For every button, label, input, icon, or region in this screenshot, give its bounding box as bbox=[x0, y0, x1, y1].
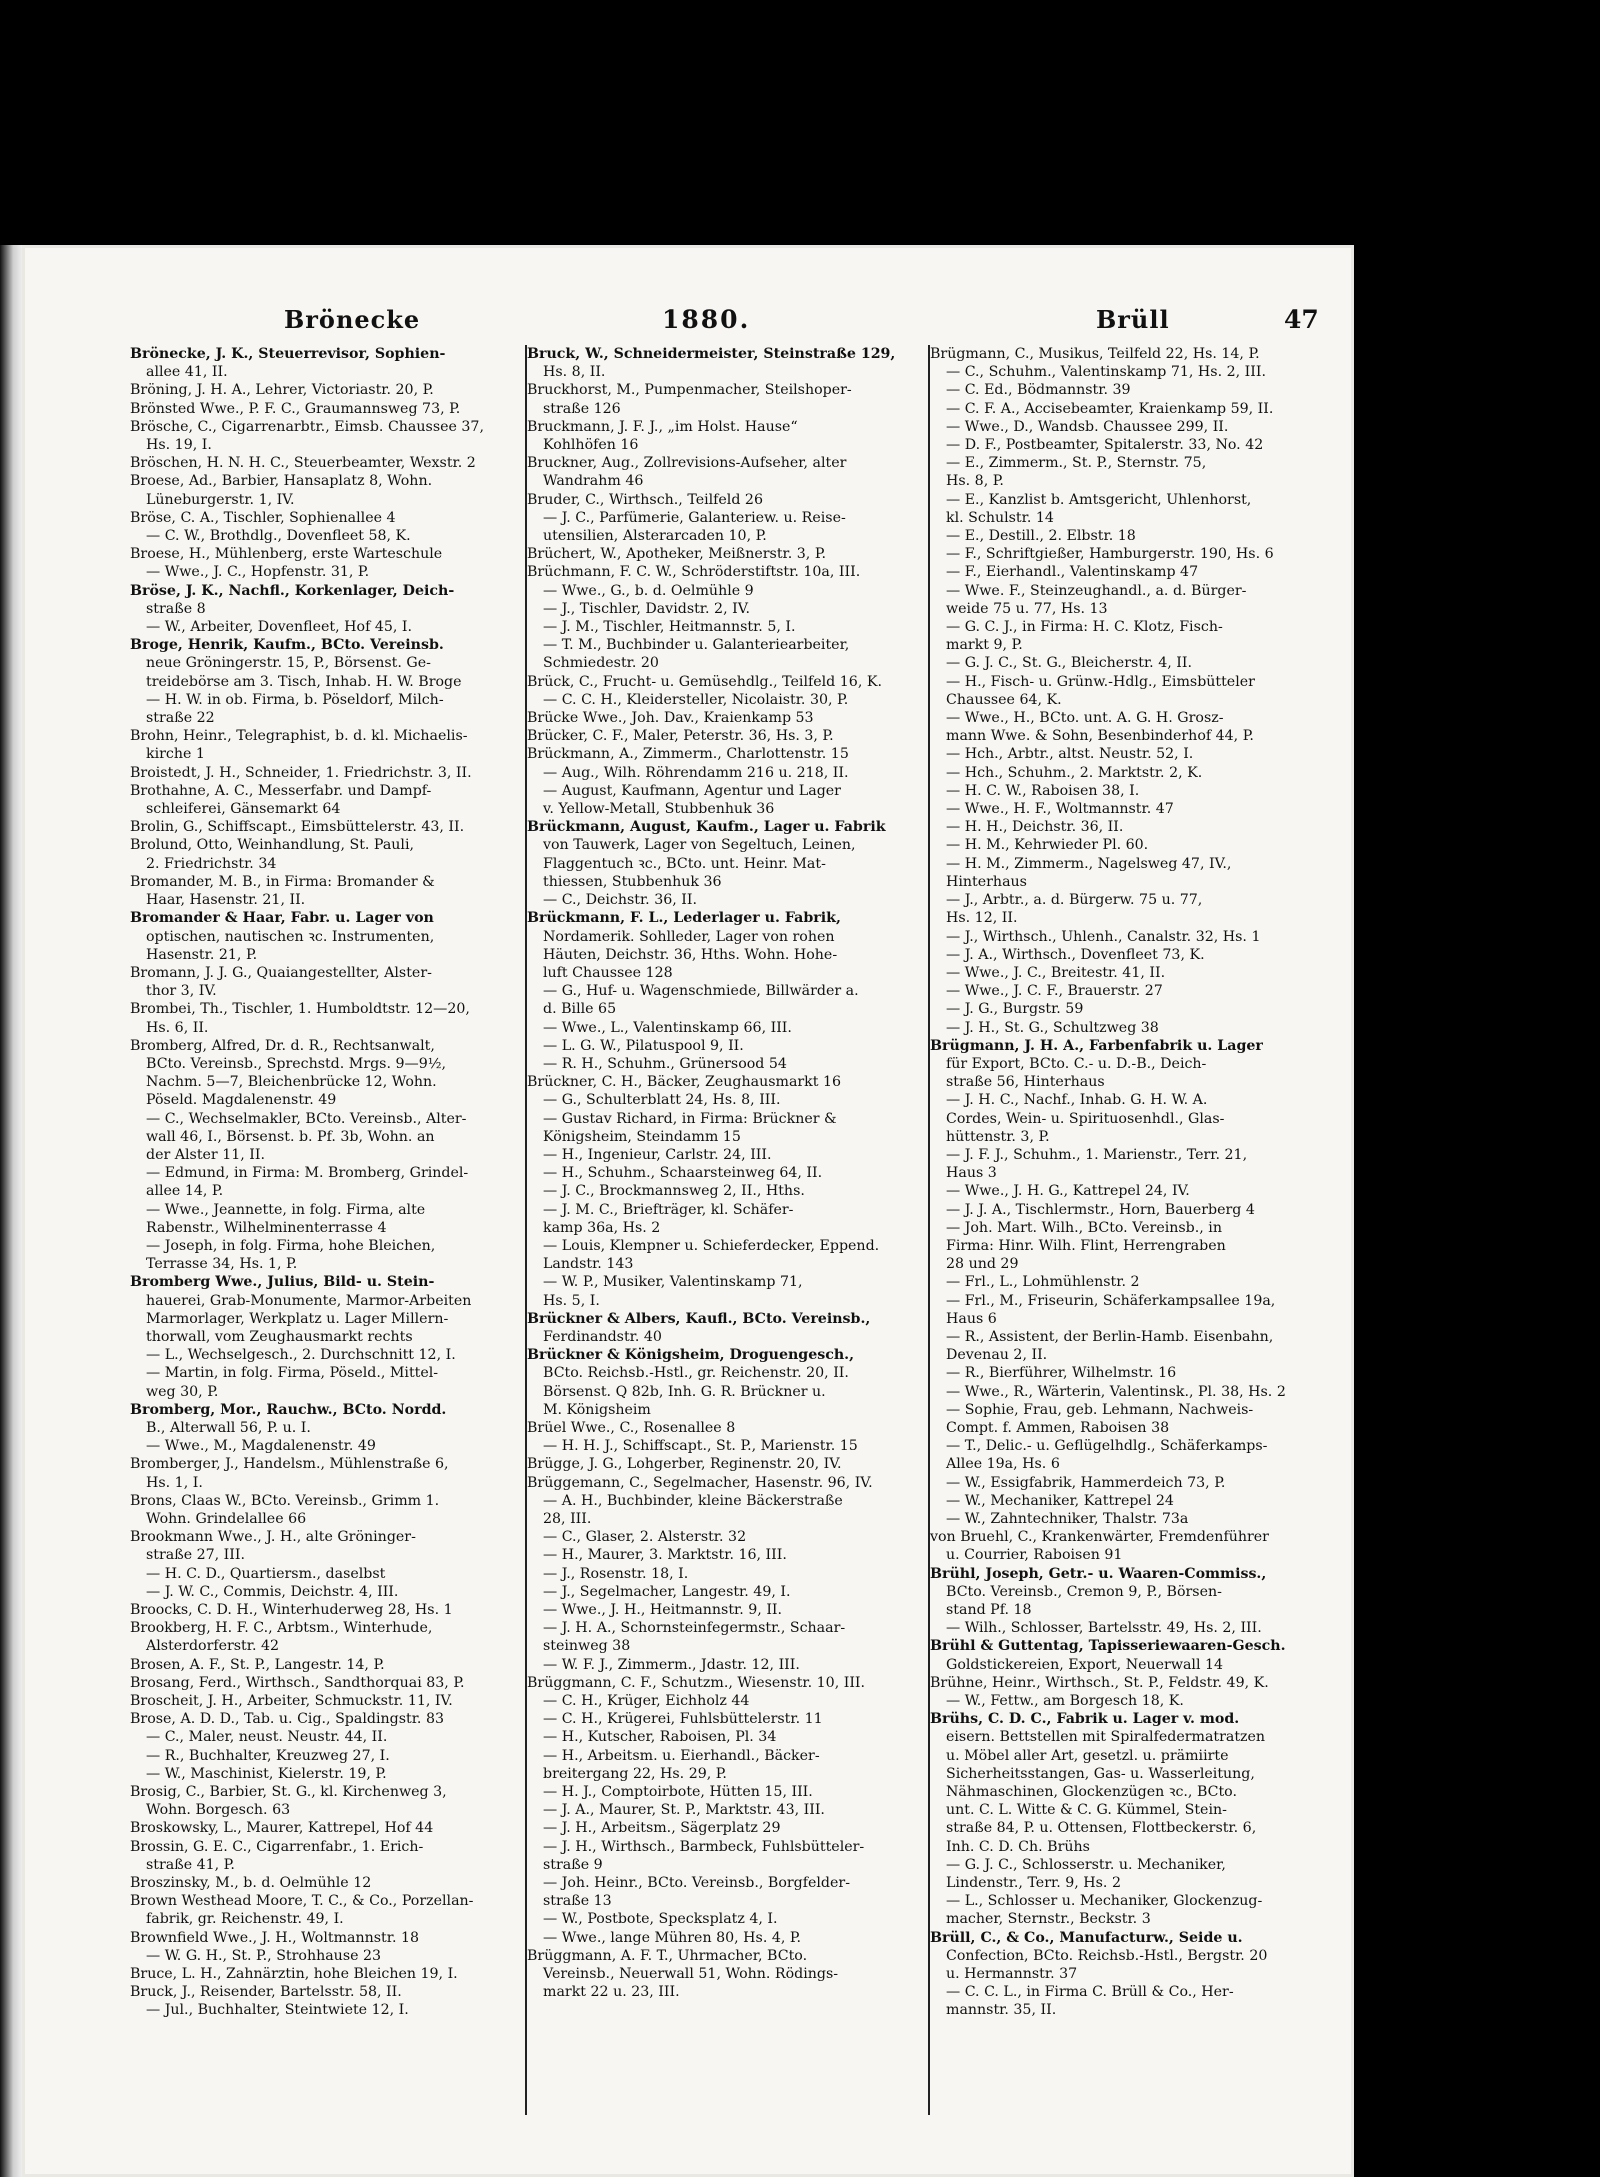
directory-entry-line: straße 56, Hinterhaus bbox=[946, 1074, 1105, 1091]
directory-entry-line: Brückmann, F. L., Lederlager u. Fabrik, bbox=[527, 910, 841, 927]
directory-entry-line: — J. J. A., Tischlermstr., Horn, Bauerberg 4 bbox=[946, 1201, 1255, 1218]
directory-entry-line: Brown Westhead Moore, T. C., & Co., Porzellan- bbox=[130, 1893, 474, 1910]
directory-entry-line: — C. W., Brothdlg., Dovenfleet 58, K. bbox=[146, 528, 411, 545]
directory-entry-line: Brookberg, H. F. C., Arbtsm., Winterhude, bbox=[130, 1620, 433, 1637]
directory-entry-line: — H., Arbeitsm. u. Eierhandl., Bäcker- bbox=[543, 1747, 820, 1764]
directory-entry-line: Alsterdorferstr. 42 bbox=[146, 1638, 280, 1655]
page-edge-shadow bbox=[0, 245, 22, 2177]
directory-entry-line: — E., Zimmerm., St. P., Sternstr. 75, bbox=[946, 455, 1207, 472]
directory-entry-line: — H. M., Kehrwieder Pl. 60. bbox=[946, 837, 1149, 854]
directory-entry-line: thiessen, Stubbenhuk 36 bbox=[543, 873, 722, 890]
directory-entry-line: — T., Delic.- u. Geflügelhdlg., Schäferkamps- bbox=[946, 1438, 1268, 1455]
directory-entry-line: — H., Kutscher, Raboisen, Pl. 34 bbox=[543, 1729, 777, 1746]
directory-entry-line: Brösche, C., Cigarrenarbtr., Eimsb. Chaussee 37, bbox=[130, 418, 484, 435]
directory-entry-line: Goldstickereien, Export, Neuerwall 14 bbox=[946, 1656, 1224, 1673]
directory-entry-line: — Wwe., H. F., Woltmannstr. 47 bbox=[946, 801, 1174, 818]
directory-entry-line: Hs. 1, I. bbox=[146, 1474, 203, 1491]
directory-entry-line: weide 75 u. 77, Hs. 13 bbox=[946, 600, 1108, 617]
directory-entry-line: steinweg 38 bbox=[543, 1638, 631, 1655]
directory-entry-line: — Gustav Richard, in Firma: Brückner & bbox=[543, 1110, 837, 1127]
directory-entry-line: — G. J. C., St. G., Bleicherstr. 4, II. bbox=[946, 655, 1192, 672]
directory-entry-line: — J. F. J., Schuhm., 1. Marienstr., Terr. 21, bbox=[946, 1146, 1248, 1163]
directory-entry-line: Vereinsb., Neuerwall 51, Wohn. Rödings- bbox=[543, 1966, 839, 1983]
directory-entry-line: — C., Maler, neust. Neustr. 44, II. bbox=[146, 1729, 388, 1746]
directory-entry-line: Broszinsky, M., b. d. Oelmühle 12 bbox=[130, 1875, 372, 1892]
directory-entry-line: — W. F. J., Zimmerm., Jdastr. 12, III. bbox=[543, 1656, 800, 1673]
directory-entry-line: — L. G. W., Pilatuspool 9, II. bbox=[543, 1037, 744, 1054]
directory-entry-line: — Wilh., Schlosser, Bartelsstr. 49, Hs. 2, III. bbox=[946, 1620, 1262, 1637]
directory-entry-line: kl. Schulstr. 14 bbox=[946, 509, 1054, 526]
directory-entry-line: — W., Fettw., am Borgesch 18, K. bbox=[946, 1693, 1184, 1710]
directory-entry-line: Broese, Ad., Barbier, Hansaplatz 8, Wohn. bbox=[130, 473, 433, 490]
directory-entry-line: — Aug., Wilh. Röhrendamm 216 u. 218, II. bbox=[543, 764, 849, 781]
directory-entry-line: — C., Deichstr. 36, II. bbox=[543, 892, 697, 909]
directory-entry-line: luft Chaussee 128 bbox=[543, 964, 673, 981]
directory-entry-line: Brügmann, J. H. A., Farbenfabrik u. Lager bbox=[930, 1037, 1263, 1054]
directory-entry-line: Börsenst. Q 82b, Inh. G. R. Brückner u. bbox=[543, 1383, 826, 1400]
directory-entry-line: Broistedt, J. H., Schneider, 1. Friedrichstr. 3, II. bbox=[130, 764, 472, 781]
directory-entry-line: — H. J., Comptoirbote, Hütten 15, III. bbox=[543, 1784, 813, 1801]
directory-entry-line: Brückner, C. H., Bäcker, Zeughausmarkt 16 bbox=[527, 1074, 842, 1091]
directory-entry-line: — T. M., Buchbinder u. Galanteriearbeiter, bbox=[543, 637, 850, 654]
directory-entry-line: Brohn, Heinr., Telegraphist, b. d. kl. Michaelis- bbox=[130, 728, 468, 745]
directory-entry-line: — Wwe., J. H., Heitmannstr. 9, II. bbox=[543, 1602, 783, 1619]
directory-entry-line: — W., Zahntechniker, Thalstr. 73a bbox=[946, 1511, 1189, 1527]
directory-entry-line: neue Gröningerstr. 15, P., Börsenst. Ge- bbox=[146, 655, 431, 672]
directory-entry-line: — J. W. C., Commis, Deichstr. 4, III. bbox=[146, 1583, 399, 1600]
directory-entry-line: — H. H., Deichstr. 36, II. bbox=[946, 819, 1124, 836]
directory-entry-line: Brückner & Albers, Kaufl., BCto. Vereinsb., bbox=[527, 1310, 871, 1327]
directory-entry-line: straße 84, P. u. Ottensen, Flottbeckerstr. 6, bbox=[946, 1820, 1257, 1837]
directory-entry-line: — H., Maurer, 3. Marktstr. 16, III. bbox=[543, 1547, 787, 1564]
directory-entry-line: straße 22 bbox=[146, 710, 215, 727]
directory-entry-line: — C. C. L., in Firma C. Brüll & Co., Her- bbox=[946, 1984, 1234, 2001]
column-1 bbox=[130, 345, 536, 2020]
directory-entry-line: — H. H. J., Schiffscapt., St. P., Marienstr. 15 bbox=[543, 1438, 858, 1455]
directory-entry-line: Bruce, L. H., Zahnärztin, hohe Bleichen 19, I. bbox=[130, 1966, 458, 1983]
directory-entry-line: 2. Friedrichstr. 34 bbox=[146, 855, 277, 872]
directory-entry-line: Königsheim, Steindamm 15 bbox=[543, 1128, 741, 1145]
directory-entry-line: — W., Maschinist, Kielerstr. 19, P. bbox=[146, 1765, 387, 1782]
directory-entry-line: Wandrahm 46 bbox=[543, 473, 644, 490]
directory-entry-line: — C. H., Krügerei, Fuhlsbüttelerstr. 11 bbox=[543, 1711, 823, 1728]
directory-entry-line: Broge, Henrik, Kaufm., BCto. Vereinsb. bbox=[130, 637, 444, 654]
directory-entry-line: Bruder, C., Wirthsch., Teilfeld 26 bbox=[527, 491, 763, 508]
directory-entry-line: Brönecke, J. K., Steuerrevisor, Sophien- bbox=[130, 346, 446, 362]
directory-entry-line: Marmorlager, Werkplatz u. Lager Millern- bbox=[146, 1310, 449, 1327]
directory-entry-line: von Bruehl, C., Krankenwärter, Fremdenführer bbox=[930, 1529, 1269, 1546]
directory-entry-line: — J. G., Burgstr. 59 bbox=[946, 1001, 1084, 1018]
directory-entry-line: fabrik, gr. Reichenstr. 49, I. bbox=[146, 1911, 344, 1928]
directory-entry-line: — Sophie, Frau, geb. Lehmann, Nachweis- bbox=[946, 1401, 1254, 1418]
directory-entry-line: — J. M., Tischler, Heitmannstr. 5, I. bbox=[543, 619, 796, 636]
directory-entry-line: allee 41, II. bbox=[146, 364, 228, 381]
directory-entry-line: 28 und 29 bbox=[946, 1256, 1019, 1273]
directory-entry-line: straße 9 bbox=[543, 1856, 603, 1873]
directory-entry-line: Bromberger, J., Handelsm., Mühlenstraße 6, bbox=[130, 1456, 449, 1473]
directory-entry-line: Haus 3 bbox=[946, 1165, 997, 1182]
directory-entry-line: — C. Ed., Bödmannstr. 39 bbox=[946, 382, 1131, 399]
directory-entry-line: — H. M., Zimmerm., Nagelsweg 47, IV., bbox=[946, 855, 1232, 872]
directory-entry-line: — G., Schulterblatt 24, Hs. 8, III. bbox=[543, 1092, 781, 1109]
directory-entry-line: Brothahne, A. C., Messerfabr. und Dampf- bbox=[130, 782, 432, 799]
directory-entry-line: — Wwe., J. C., Hopfenstr. 31, P. bbox=[146, 564, 370, 581]
directory-entry-line: — C., Schuhm., Valentinskamp 71, Hs. 2, III. bbox=[946, 364, 1266, 381]
directory-entry-line: Brüll, C., & Co., Manufacturw., Seide u. bbox=[930, 1929, 1243, 1946]
directory-entry-line: Wohn. Borgesch. 63 bbox=[146, 1802, 291, 1819]
directory-entry-line: — J., Arbtr., a. d. Bürgerw. 75 u. 77, bbox=[946, 892, 1203, 909]
directory-entry-line: u. Courrier, Raboisen 91 bbox=[946, 1547, 1123, 1564]
directory-entry-line: utensilien, Alsterarcaden 10, P. bbox=[543, 528, 767, 545]
directory-entry-line: Brüggmann, C. F., Schutzm., Wiesenstr. 10, III. bbox=[527, 1674, 866, 1691]
directory-entry-line: Brüchmann, F. C. W., Schröderstiftstr. 10a, III. bbox=[527, 564, 861, 581]
directory-entry-line: Hs. 8, II. bbox=[543, 364, 606, 381]
directory-entry-line: mann Wwe. & Sohn, Besenbinderhof 44, P. bbox=[946, 728, 1254, 745]
directory-entry-line: — J. M. C., Briefträger, kl. Schäfer- bbox=[543, 1201, 794, 1218]
directory-entry-line: straße 8 bbox=[146, 600, 206, 617]
directory-entry-line: Brons, Claas W., BCto. Vereinsb., Grimm 1. bbox=[130, 1492, 440, 1509]
directory-entry-line: mannstr. 35, II. bbox=[946, 2002, 1057, 2019]
directory-entry-line: — Wwe., J. C., Breitestr. 41, II. bbox=[946, 964, 1166, 981]
directory-entry-line: — A. H., Buchbinder, kleine Bäckerstraße bbox=[543, 1492, 843, 1509]
directory-entry-line: — L., Wechselgesch., 2. Durchschnitt 12, I. bbox=[146, 1347, 456, 1364]
header-first-entry: Brönecke bbox=[284, 305, 421, 334]
directory-entry-line: wall 46, I., Börsenst. b. Pf. 3b, Wohn. an bbox=[146, 1128, 435, 1145]
directory-entry-line: — J., Rosenstr. 18, I. bbox=[543, 1565, 689, 1582]
directory-entry-line: Broscheit, J. H., Arbeiter, Schmuckstr. 11, IV. bbox=[130, 1693, 453, 1710]
directory-entry-line: — J. A., Maurer, St. P., Marktstr. 43, III. bbox=[543, 1802, 825, 1819]
directory-entry-line: — E., Destill., 2. Elbstr. 18 bbox=[946, 528, 1136, 545]
directory-entry-line: Bruckhorst, M., Pumpenmacher, Steilshoper- bbox=[527, 382, 852, 399]
directory-entry-line: — J. H. A., Schornsteinfegermstr., Schaar- bbox=[543, 1620, 846, 1637]
directory-entry-line: Bröschen, H. N. H. C., Steuerbeamter, Wexstr. 2 bbox=[130, 455, 476, 472]
directory-entry-line: — H. C. W., Raboisen 38, I. bbox=[946, 782, 1140, 799]
directory-entry-line: — W., Postbote, Specksplatz 4, I. bbox=[543, 1911, 778, 1928]
directory-entry-line: Brossin, G. E. C., Cigarrenfabr., 1. Erich- bbox=[130, 1838, 424, 1855]
directory-entry-line: Bromander & Haar, Fabr. u. Lager von bbox=[130, 910, 434, 927]
directory-entry-line: Hs. 5, I. bbox=[543, 1292, 600, 1309]
directory-entry-line: — F., Schriftgießer, Hamburgerstr. 190, Hs. 6 bbox=[946, 546, 1274, 563]
directory-entry-line: — Hch., Schuhm., 2. Marktstr. 2, K. bbox=[946, 764, 1203, 781]
directory-entry-line: — J. H., Wirthsch., Barmbeck, Fuhlsbütteler- bbox=[543, 1838, 865, 1855]
directory-entry-line: Devenau 2, II. bbox=[946, 1347, 1048, 1364]
directory-entry-line: Brühl, Joseph, Getr.- u. Waaren-Commiss., bbox=[930, 1565, 1267, 1582]
directory-entry-line: BCto. Vereinsb., Cremon 9, P., Börsen- bbox=[946, 1583, 1222, 1600]
directory-entry-line: für Export, BCto. C.- u. D.-B., Deich- bbox=[946, 1055, 1207, 1072]
directory-entry-line: Lüneburgerstr. 1, IV. bbox=[146, 491, 295, 508]
directory-entry-line: weg 30, P. bbox=[146, 1383, 219, 1400]
running-header bbox=[22, 305, 1354, 345]
directory-entry-line: — C. H., Krüger, Eichholz 44 bbox=[543, 1693, 750, 1710]
directory-entry-line: — F., Eierhandl., Valentinskamp 47 bbox=[946, 564, 1199, 581]
directory-entry-line: Broskowsky, L., Maurer, Kattrepel, Hof 44 bbox=[130, 1820, 434, 1837]
directory-entry-line: Brose, A. D. D., Tab. u. Cig., Spaldingstr. 83 bbox=[130, 1711, 444, 1728]
directory-entry-line: — R., Buchhalter, Kreuzweg 27, I. bbox=[146, 1747, 390, 1764]
directory-entry-line: — Wwe., M., Magdalenenstr. 49 bbox=[146, 1438, 376, 1455]
directory-entry-line: straße 126 bbox=[543, 400, 621, 417]
directory-entry-line: Brügmann, C., Musikus, Teilfeld 22, Hs. 14, P. bbox=[930, 346, 1260, 362]
header-last-entry: Brüll bbox=[1096, 305, 1170, 334]
directory-entry-line: — Jul., Buchhalter, Steintwiete 12, I. bbox=[146, 2002, 409, 2019]
directory-entry-line: hüttenstr. 3, P. bbox=[946, 1128, 1050, 1145]
directory-entry-line: Nordamerik. Sohlleder, Lager von rohen bbox=[543, 928, 835, 945]
directory-entry-line: Brosen, A. F., St. P., Langestr. 14, P. bbox=[130, 1656, 385, 1673]
directory-entry-line: Bruck, J., Reisender, Bartelsstr. 58, II. bbox=[130, 1984, 402, 2001]
directory-entry-line: — Wwe., H., BCto. unt. A. G. H. Grosz- bbox=[946, 710, 1224, 727]
directory-entry-line: Brüchert, W., Apotheker, Meißnerstr. 3, P. bbox=[527, 546, 826, 563]
directory-entry-line: B., Alterwall 56, P. u. I. bbox=[146, 1419, 311, 1436]
directory-entry-line: — R., Assistent, der Berlin-Hamb. Eisenbahn, bbox=[946, 1328, 1274, 1345]
directory-entry-line: Brönsted Wwe., P. F. C., Graumannsweg 73, P. bbox=[130, 400, 461, 417]
directory-entry-line: straße 27, III. bbox=[146, 1547, 246, 1564]
directory-entry-line: Kohlhöfen 16 bbox=[543, 437, 639, 454]
directory-entry-line: — H. W. in ob. Firma, b. Pöseldorf, Milch- bbox=[146, 691, 444, 708]
directory-entry-line: Bruckmann, J. F. J., „im Holst. Hause“ bbox=[527, 418, 798, 435]
directory-entry-line: — H., Schuhm., Schaarsteinweg 64, II. bbox=[543, 1165, 823, 1182]
directory-entry-line: — J. H., St. G., Schultzweg 38 bbox=[946, 1019, 1159, 1036]
directory-entry-line: Hs. 19, I. bbox=[146, 437, 212, 454]
directory-entry-line: — L., Schlosser u. Mechaniker, Glockenzug- bbox=[946, 1893, 1263, 1910]
directory-entry-line: Hs. 6, II. bbox=[146, 1019, 209, 1036]
directory-entry-line: — J., Segelmacher, Langestr. 49, I. bbox=[543, 1583, 791, 1600]
directory-entry-line: Brühl & Guttentag, Tapisseriewaaren-Gesch. bbox=[930, 1638, 1286, 1655]
directory-entry-line: Hs. 12, II. bbox=[946, 910, 1018, 927]
directory-entry-line: Brühs, C. D. C., Fabrik u. Lager v. mod. bbox=[930, 1711, 1240, 1728]
directory-entry-line: — Wwe., R., Wärterin, Valentinsk., Pl. 38, Hs. 2 bbox=[946, 1383, 1286, 1400]
directory-entry-line: — J., Wirthsch., Uhlenh., Canalstr. 32, Hs. 1 bbox=[946, 928, 1261, 945]
directory-entry-line: Landstr. 143 bbox=[543, 1256, 634, 1273]
directory-entry-line: Schmiedestr. 20 bbox=[543, 655, 659, 672]
directory-entry-line: Brosig, C., Barbier, St. G., kl. Kirchenweg 3, bbox=[130, 1784, 447, 1801]
directory-entry-line: eisern. Bettstellen mit Spiralfedermatratzen bbox=[946, 1729, 1266, 1746]
directory-entry-line: Häuten, Deichstr. 36, Hths. Wohn. Hohe- bbox=[543, 946, 838, 963]
directory-entry-line: — J. H. C., Nachf., Inhab. G. H. W. A. bbox=[946, 1092, 1208, 1109]
directory-entry-line: thorwall, vom Zeughausmarkt rechts bbox=[146, 1328, 413, 1345]
directory-entry-line: Brosang, Ferd., Wirthsch., Sandthorquai 83, P. bbox=[130, 1674, 465, 1691]
directory-entry-line: Hs. 8, P. bbox=[946, 473, 1004, 490]
directory-entry-line: — W., Essigfabrik, Hammerdeich 73, P. bbox=[946, 1474, 1226, 1491]
directory-entry-line: — Martin, in folg. Firma, Pöseld., Mittel- bbox=[146, 1365, 439, 1382]
directory-entry-line: allee 14, P. bbox=[146, 1183, 224, 1200]
column-2 bbox=[527, 345, 929, 2001]
directory-entry-line: — Wwe., D., Wandsb. Chaussee 299, II. bbox=[946, 418, 1229, 435]
directory-entry-line: kamp 36a, Hs. 2 bbox=[543, 1219, 661, 1236]
directory-entry-line: Lindenstr., Terr. 9, Hs. 2 bbox=[946, 1875, 1121, 1892]
directory-entry-line: — Hch., Arbtr., altst. Neustr. 52, I. bbox=[946, 746, 1194, 763]
directory-entry-line: straße 41, P. bbox=[146, 1856, 235, 1873]
directory-entry-line: Brühne, Heinr., Wirthsch., St. P., Feldstr. 49, K. bbox=[930, 1674, 1269, 1691]
directory-entry-line: von Tauwerk, Lager von Segeltuch, Leinen, bbox=[543, 837, 856, 854]
directory-entry-line: Brookmann Wwe., J. H., alte Gröninger- bbox=[130, 1529, 416, 1546]
directory-entry-line: — Wwe., L., Valentinskamp 66, III. bbox=[543, 1019, 792, 1036]
directory-entry-line: u. Möbel aller Art, gesetzl. u. prämiirte bbox=[946, 1747, 1229, 1764]
directory-entry-line: markt 9, P. bbox=[946, 637, 1023, 654]
directory-entry-line: Broese, H., Mühlenberg, erste Warteschule bbox=[130, 546, 443, 563]
directory-entry-line: — H. C. D., Quartiersm., daselbst bbox=[146, 1565, 386, 1582]
directory-entry-line: — C., Wechselmakler, BCto. Vereinsb., Alter- bbox=[146, 1110, 467, 1127]
directory-entry-line: Hasenstr. 21, P. bbox=[146, 946, 258, 963]
directory-entry-line: — C. F. A., Accisebeamter, Kraienkamp 59, II. bbox=[946, 400, 1274, 417]
directory-entry-line: — August, Kaufmann, Agentur und Lager bbox=[543, 782, 841, 799]
directory-entry-line: Brücker, C. F., Maler, Peterstr. 36, Hs. 3, P. bbox=[527, 728, 834, 745]
directory-entry-line: Bruckner, Aug., Zollrevisions-Aufseher, alter bbox=[527, 455, 847, 472]
directory-entry-line: — C. C. H., Kleidersteller, Nicolaistr. 30, P. bbox=[543, 691, 849, 708]
directory-entry-line: treidebörse am 3. Tisch, Inhab. H. W. Broge bbox=[146, 673, 462, 690]
directory-entry-line: BCto. Reichsb.-Hstl., gr. Reichenstr. 20, II. bbox=[543, 1365, 849, 1382]
directory-entry-line: — G. C. J., in Firma: H. C. Klotz, Fisch- bbox=[946, 619, 1223, 636]
directory-entry-line: — J. C., Brockmannsweg 2, II., Hths. bbox=[543, 1183, 805, 1200]
directory-entry-line: Bromberg, Mor., Rauchw., BCto. Nordd. bbox=[130, 1401, 447, 1418]
directory-entry-line: Rabenstr., Wilhelminenterrasse 4 bbox=[146, 1219, 387, 1236]
directory-entry-line: — H., Fisch- u. Grünw.-Hdlg., Eimsbütteler bbox=[946, 673, 1255, 690]
directory-entry-line: Chaussee 64, K. bbox=[946, 691, 1062, 708]
directory-entry-line: Haus 6 bbox=[946, 1310, 997, 1327]
directory-entry-line: — Wwe., lange Mühren 80, Hs. 4, P. bbox=[543, 1929, 802, 1946]
directory-entry-line: Nachm. 5—7, Bleichenbrücke 12, Wohn. bbox=[146, 1074, 437, 1091]
directory-entry-line: Inh. C. D. Ch. Brühs bbox=[946, 1838, 1090, 1855]
directory-entry-line: Bröse, C. A., Tischler, Sophienallee 4 bbox=[130, 509, 396, 526]
directory-entry-line: — Wwe. F., Steinzeughandl., a. d. Bürger- bbox=[946, 582, 1247, 599]
directory-entry-line: Pöseld. Magdalenenstr. 49 bbox=[146, 1092, 337, 1109]
directory-entry-line: Brück, C., Frucht- u. Gemüsehdlg., Teilfeld 16, K. bbox=[527, 673, 882, 690]
directory-entry-line: — Louis, Klempner u. Schieferdecker, Eppend. bbox=[543, 1237, 880, 1254]
directory-entry-line: — W., Arbeiter, Dovenfleet, Hof 45, I. bbox=[146, 619, 413, 636]
directory-entry-line: — J. C., Parfümerie, Galanteriew. u. Reise- bbox=[543, 509, 846, 526]
page-number: 47 bbox=[1284, 305, 1319, 334]
directory-entry-line: schleiferei, Gänsemarkt 64 bbox=[146, 801, 341, 818]
directory-entry-line: — Wwe., G., b. d. Oelmühle 9 bbox=[543, 582, 754, 599]
directory-entry-line: markt 22 u. 23, III. bbox=[543, 1984, 680, 2001]
directory-entry-line: v. Yellow-Metall, Stubbenhuk 36 bbox=[543, 801, 775, 818]
directory-entry-line: — G. J. C., Schlosserstr. u. Mechaniker, bbox=[946, 1856, 1226, 1873]
directory-entry-line: — R. H., Schuhm., Grünersood 54 bbox=[543, 1055, 787, 1072]
directory-entry-line: Brückmann, August, Kaufm., Lager u. Fabrik bbox=[527, 819, 886, 836]
directory-entry-line: — E., Kanzlist b. Amtsgericht, Uhlenhorst, bbox=[946, 491, 1252, 508]
directory-entry-line: Ferdinandstr. 40 bbox=[543, 1328, 662, 1345]
directory-entry-line: — J., Tischler, Davidstr. 2, IV. bbox=[543, 600, 750, 617]
directory-entry-line: Bröning, J. H. A., Lehrer, Victoriastr. 20, P. bbox=[130, 382, 434, 399]
directory-entry-line: Bromann, J. J. G., Quaiangestellter, Alster- bbox=[130, 964, 432, 981]
directory-entry-line: Brolund, Otto, Weinhandlung, St. Pauli, bbox=[130, 837, 415, 854]
directory-entry-line: — Edmund, in Firma: M. Bromberg, Grindel- bbox=[146, 1165, 469, 1182]
directory-entry-line: Brückmann, A., Zimmerm., Charlottenstr. 15 bbox=[527, 746, 849, 763]
directory-entry-line: Brüggemann, C., Segelmacher, Hasenstr. 96, IV. bbox=[527, 1474, 873, 1491]
directory-entry-line: Allee 19a, Hs. 6 bbox=[946, 1456, 1060, 1473]
directory-entry-line: M. Königsheim bbox=[543, 1401, 651, 1418]
header-year: 1880. bbox=[662, 305, 751, 334]
directory-entry-line: Brügge, J. G., Lohgerber, Reginenstr. 20, IV. bbox=[527, 1456, 842, 1473]
directory-page bbox=[22, 245, 1354, 2177]
directory-entry-line: Brombei, Th., Tischler, 1. Humboldtstr. 12—20, bbox=[130, 1001, 470, 1018]
directory-entry-line: — W. G. H., St. P., Strohhause 23 bbox=[146, 1947, 382, 1964]
column-3 bbox=[930, 345, 1340, 2020]
directory-entry-line: Bromander, M. B., in Firma: Bromander & bbox=[130, 873, 435, 890]
directory-entry-line: Bromberg, Alfred, Dr. d. R., Rechtsanwalt, bbox=[130, 1037, 435, 1054]
directory-entry-line: 28, III. bbox=[543, 1511, 592, 1527]
directory-entry-line: — Joseph, in folg. Firma, hohe Bleichen, bbox=[146, 1237, 436, 1254]
directory-entry-line: Cordes, Wein- u. Spirituosenhdl., Glas- bbox=[946, 1110, 1225, 1127]
directory-entry-line: — H., Ingenieur, Carlstr. 24, III. bbox=[543, 1146, 772, 1163]
directory-entry-line: breitergang 22, Hs. 29, P. bbox=[543, 1765, 727, 1782]
directory-entry-line: Confection, BCto. Reichsb.-Hstl., Bergstr. 20 bbox=[946, 1947, 1268, 1964]
directory-entry-line: Nähmaschinen, Glockenzügen ꝛc., BCto. bbox=[946, 1784, 1237, 1801]
directory-entry-line: — Wwe., Jeannette, in folg. Firma, alte bbox=[146, 1201, 426, 1218]
directory-entry-line: — Joh. Heinr., BCto. Vereinsb., Borgfelder- bbox=[543, 1875, 850, 1892]
directory-entry-line: Firma: Hinr. Wilh. Flint, Herrengraben bbox=[946, 1237, 1226, 1254]
directory-entry-line: thor 3, IV. bbox=[146, 983, 217, 1000]
directory-entry-line: d. Bille 65 bbox=[543, 1001, 617, 1018]
directory-entry-line: Brückner & Königsheim, Droguengesch., bbox=[527, 1347, 855, 1364]
directory-entry-line: Brücke Wwe., Joh. Dav., Kraienkamp 53 bbox=[527, 710, 814, 727]
directory-entry-line: Brüggmann, A. F. T., Uhrmacher, BCto. bbox=[527, 1947, 808, 1964]
directory-entry-line: Bromberg Wwe., Julius, Bild- u. Stein- bbox=[130, 1274, 435, 1291]
directory-entry-line: straße 13 bbox=[543, 1893, 612, 1910]
directory-entry-line: hauerei, Grab-Monumente, Marmor-Arbeiten bbox=[146, 1292, 472, 1309]
directory-entry-line: optischen, nautischen ꝛc. Instrumenten, bbox=[146, 928, 435, 945]
directory-entry-line: Bruck, W., Schneidermeister, Steinstraße 129, bbox=[527, 346, 896, 362]
directory-entry-line: — D. F., Postbeamter, Spitalerstr. 33, No. 42 bbox=[946, 437, 1264, 454]
directory-entry-line: — J. H., Arbeitsm., Sägerplatz 29 bbox=[543, 1820, 781, 1837]
directory-entry-line: Broocks, C. D. H., Winterhuderweg 28, Hs. 1 bbox=[130, 1602, 453, 1619]
directory-entry-line: Hinterhaus bbox=[946, 873, 1027, 890]
directory-entry-line: — Joh. Mart. Wilh., BCto. Vereinsb., in bbox=[946, 1219, 1222, 1236]
directory-entry-line: — Frl., L., Lohmühlenstr. 2 bbox=[946, 1274, 1140, 1291]
directory-entry-line: — W. P., Musiker, Valentinskamp 71, bbox=[543, 1274, 803, 1291]
directory-entry-line: Brolin, G., Schiffscapt., Eimsbüttelerstr. 43, II. bbox=[130, 819, 465, 836]
directory-entry-line: kirche 1 bbox=[146, 746, 205, 763]
directory-entry-line: Wohn. Grindelallee 66 bbox=[146, 1511, 307, 1527]
directory-entry-line: — C., Glaser, 2. Alsterstr. 32 bbox=[543, 1529, 747, 1546]
directory-entry-line: Bröse, J. K., Nachfl., Korkenlager, Deich- bbox=[130, 582, 455, 599]
directory-entry-line: Sicherheitsstangen, Gas- u. Wasserleitung, bbox=[946, 1765, 1255, 1782]
directory-entry-line: Haar, Hasenstr. 21, II. bbox=[146, 892, 306, 909]
directory-entry-line: — Frl., M., Friseurin, Schäferkampsallee 19a, bbox=[946, 1292, 1276, 1309]
directory-entry-line: Terrasse 34, Hs. 1, P. bbox=[146, 1256, 298, 1273]
directory-entry-line: — W., Mechaniker, Kattrepel 24 bbox=[946, 1492, 1174, 1509]
directory-entry-line: macher, Sternstr., Beckstr. 3 bbox=[946, 1911, 1151, 1928]
directory-entry-line: u. Hermannstr. 37 bbox=[946, 1966, 1078, 1983]
directory-entry-line: Brüel Wwe., C., Rosenallee 8 bbox=[527, 1419, 736, 1436]
directory-entry-line: der Alster 11, II. bbox=[146, 1146, 266, 1163]
directory-entry-line: Compt. f. Ammen, Raboisen 38 bbox=[946, 1419, 1170, 1436]
directory-entry-line: — J. A., Wirthsch., Dovenfleet 73, K. bbox=[946, 946, 1205, 963]
directory-entry-line: — R., Bierführer, Wilhelmstr. 16 bbox=[946, 1365, 1177, 1382]
directory-entry-line: — Wwe., J. C. F., Brauerstr. 27 bbox=[946, 983, 1163, 1000]
directory-entry-line: Brownfield Wwe., J. H., Woltmannstr. 18 bbox=[130, 1929, 420, 1946]
directory-entry-line: BCto. Vereinsb., Sprechstd. Mrgs. 9—9½, bbox=[146, 1055, 446, 1072]
directory-entry-line: Flaggentuch ꝛc., BCto. unt. Heinr. Mat- bbox=[543, 855, 826, 872]
directory-entry-line: unt. C. L. Witte & C. G. Kümmel, Stein- bbox=[946, 1802, 1227, 1819]
directory-entry-line: — G., Huf- u. Wagenschmiede, Billwärder a. bbox=[543, 983, 859, 1000]
directory-entry-line: stand Pf. 18 bbox=[946, 1602, 1032, 1619]
directory-entry-line: — Wwe., J. H. G., Kattrepel 24, IV. bbox=[946, 1183, 1190, 1200]
